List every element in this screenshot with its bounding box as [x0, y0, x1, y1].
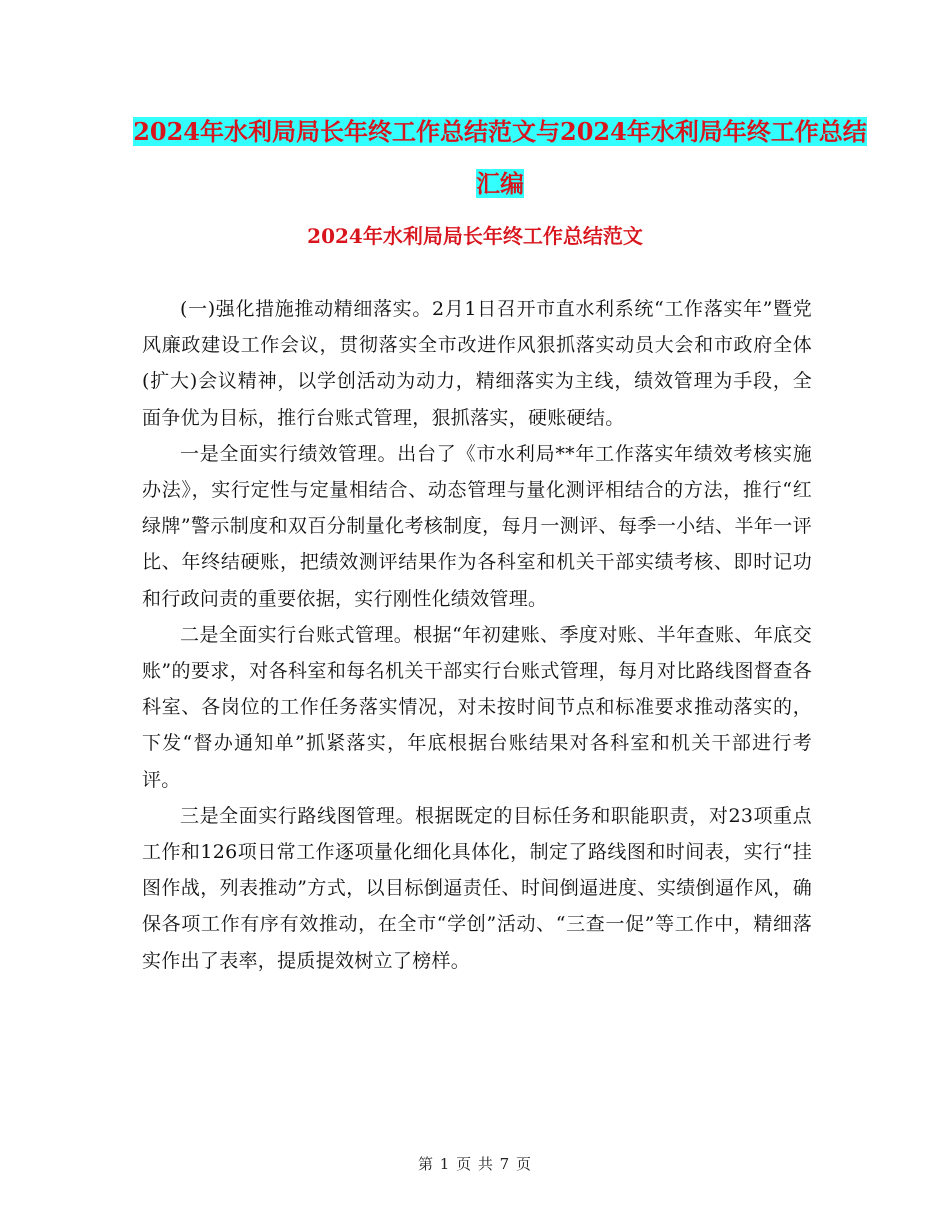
- document-title: [130, 106, 870, 210]
- paragraph-2: 一是全面实行绩效管理。出台了《市水利局**年工作落实年绩效考核实施办法》，实行定性与定量相结合、动态管理与量化测评相结合的方法，推行“红绿牌”警示制度和双百分制量化考核制度，每月一测评、每季一小结、半年一评比、年终结硬账，把绩效测评结果作为各科室和机关干部实绩考核、即时记功和行政问责的重要依据，实行刚性化绩效管理。: [142, 442, 812, 610]
- document-body: [142, 291, 812, 979]
- document-title-text: 2024年水利局局长年终工作总结范文与2024年水利局年终工作总结汇编: [133, 117, 867, 198]
- paragraph-3: 二是全面实行台账式管理。根据“年初建账、季度对账、半年查账、年底交账”的要求，对各科室和每名机关干部实行台账式管理，每月对比路线图督查各科室、各岗位的工作任务落实情况，对未按时间节点和标准要求推动落实的，下发“督办通知单”抓紧落实，年底根据台账结果对各科室和机关干部进行考评。: [142, 623, 812, 791]
- paragraph-1: (一)强化措施推动精细落实。2月1日召开市直水利系统“工作落实年”暨党风廉政建设工作会议，贯彻落实全市改进作风狠抓落实动员大会和市政府全体(扩大)会议精神，以学创活动为动力，精细落实为主线，绩效管理为手段，全面争优为目标，推行台账式管理，狠抓落实，硬账硬结。: [142, 298, 812, 429]
- section-title: 2024年水利局局长年终工作总结范文: [307, 224, 643, 248]
- page-footer: 第 1 页 共 7 页: [418, 1155, 532, 1173]
- paragraph-4: 三是全面实行路线图管理。根据既定的目标任务和职能职责，对23项重点工作和126项日常工作逐项量化细化具体化，制定了路线图和时间表，实行“挂图作战，列表推动”方式，以目标倒逼责任、时间倒逼进度、实绩倒逼作风，确保各项工作有序有效推动，在全市“学创”活动、“三查一促”等工作中，精细落实作出了表率，提质提效树立了榜样。: [142, 804, 812, 972]
